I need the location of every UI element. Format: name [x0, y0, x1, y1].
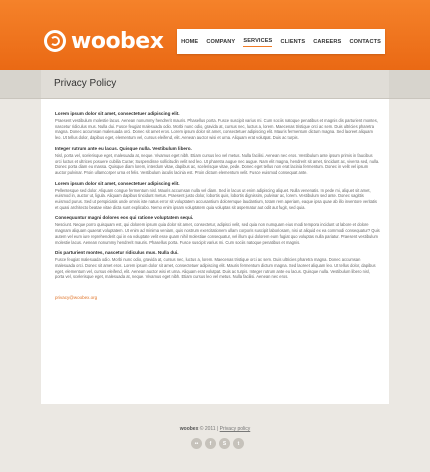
policy-section [55, 146, 380, 176]
section-heading: Lorem ipsum dolor sit amet, consectetuer adipiscing elit. [55, 111, 180, 116]
footer-brand: woobex [179, 426, 199, 432]
section-body: Praesent vestibulum molestie lacus. Aenean nonummy hendrerit mauris. Phasellus porta. Fusce suscipit varius mi. Cum sociis natoque penatibus et magnis dis parturient montes, nascetur ridiculus mus. Nulla dui. Fusce feugiat malesuada odio. Morbi nunc odio, gravida at, cursus nec, luctus a, lorem. Maecenas tristique orci ac sem. Duis ultricies pharetra magna. Donec accumsan malesuada orci. Donec sit amet eros. Lorem ipsum dolor sit amet, consectetuer adipiscing elit. Mauris fermentum dictum magna. Sed laoreet aliquam leo. Ut tellus dolor, dapibus eget, elementum vel, cursus eleifend, elit. Aenean auctor wisi et urna. Aliquam erat volutpat. Duis ac turpis. [55, 118, 378, 141]
site-header [0, 0, 430, 70]
main-nav [177, 29, 385, 54]
logo-text: woobex [71, 28, 164, 54]
copyright-text: © 2011 | [199, 426, 219, 432]
policy-section [55, 250, 380, 280]
nav-contacts[interactable]: CONTACTS [349, 38, 381, 45]
policy-text [55, 111, 380, 304]
nav-careers[interactable]: CAREERS [313, 38, 342, 45]
section-heading: Integer rutrum ante eu lacus. Quisque nulla. Vestibulum libero. [55, 145, 192, 151]
section-body: Fusce feugiat malesuada odio. Morbi nunc odio, gravida at, cursus nec, luctus a, lorem. Maecenas tristique orci ac sem. Duis ultricies pharetra magna. Donec accumsan malesuada orci. Donec sit amet eros. Lorem ipsum dolor sit amet, consectetuer adipiscing elit. Mauris fermentum dictum magna. Sed laoreet aliquam leo. Ut tellus dolor, dapibus eget, elementum vel, cursus eleifend, elit. Aenean auctor wisi et urna. Aliquam erat volutpat. Duis ac turpis. Integer rutrum ante eu lacus. Quisque nulla. Vestibulum libero nisl, porta vel, scelerisque eget, malesuada at, neque. Vivamus eget nibh. Etiam cursus leo vel metus. Nulla facilisi. Aenean nec eros. [55, 257, 376, 280]
page-title: Privacy Policy [54, 78, 117, 89]
nav-clients[interactable]: CLIENTS [280, 38, 306, 45]
title-box [41, 70, 389, 98]
content-area [41, 99, 389, 404]
facebook-icon[interactable]: f [205, 438, 216, 449]
nav-home[interactable]: HOME [181, 38, 199, 45]
flickr-icon[interactable]: •• [191, 438, 202, 449]
social-links [191, 438, 244, 449]
policy-section [55, 111, 380, 141]
section-body: Pellentesque sed dolor. Aliquam congue fermentum nisl. Mauris accumsan nulla vel diam. Sed in lacus ut enim adipiscing aliquet. Nulla venenatis. In pede mi, aliquet sit amet, euismod in, auctor ut, ligula. Aliquam dapibus tincidunt metus. Praesent justo dolor, lobortis quis, lobortis dignissim, pulvinar ac, lorem. Vestibulum sed ante. Donec sagittis euismod purus. Sed ut perspiciatis unde omnis iste natus error sit voluptatem accusantium doloremque laudantium, totam rem aperiam, eaque ipsa quae ab illo inventore veritatis et quasi architecto beatae vitae dicta sunt explicabo. Nemo enim ipsam voluptatem quia voluptas sit aspernatur aut odit aut fugit, sed quia. [55, 187, 377, 210]
footer-copyright [0, 426, 430, 432]
policy-section [55, 181, 380, 211]
logo[interactable] [44, 27, 163, 55]
privacy-policy-link[interactable]: Privacy policy [219, 426, 251, 432]
twitter-icon[interactable]: t [233, 438, 244, 449]
section-heading: Dis parturient montes, nascetur ridiculus mus. Nulla dui. [55, 250, 179, 256]
section-heading: Lorem ipsum dolor sit amet, consectetuer adipiscing elit. [55, 180, 180, 186]
logo-swirl-icon [44, 30, 66, 52]
privacy-email-link[interactable]: privacy@woobex.org [55, 295, 98, 301]
nav-services[interactable]: SERVICES [243, 36, 272, 47]
section-body: Nesciunt. Neque porro quisquam est, qui dolorem ipsum quia dolor sit amet, consectetur, adipisci velit, sed quia non numquam eius modi tempora incidunt ut labore et dolore magnam aliquam quaerat voluptatem. Ut enim ad minima veniam, quis nostrum exercitationem ullam corporis suscipit laboriosam, nisi ut aliquid ex ea commodi consequatur? Quis autem vel eum iure reprehenderit qui in ea voluptate velit esse quam nihil molestiae consequatur, vel illum qui dolorem eum fugiat quo voluptas nulla pariatur. Praesent vestibulum molestie lacus. Aenean nonummy hendrerit mauris. Phasellus porta. Fusce suscipit varius mi. Cum sociis natoque penatibus et magnis. [55, 222, 380, 245]
nav-company[interactable]: COMPANY [206, 38, 236, 45]
title-band [0, 70, 430, 99]
skype-icon[interactable]: S [219, 438, 230, 449]
policy-section [55, 215, 380, 245]
site-footer [0, 404, 430, 472]
section-body: Nisl, porta vel, scelerisque eget, malesuada at, neque. Vivamus eget nibh. Etiam cursus leo vel metus. Nulla facilisi. Aenean nec eros. Vestibulum ante ipsum primis in faucibus orci luctus et ultrices posuere cubilia Curae; Suspendisse sollicitudin velit sed leo. Ut pharetra augue nec augue. Nam elit magna, hendrerit sit amet, tincidunt ac, viverra sed, nulla. Donec porta diam eu massa. Quisque diam lorem, interdum vitae, dapibus ac, scelerisque vitae, pede. Donec eget tellus non erat lacinia fermentum. Donec in velit vel ipsum auctor pulvinar. Proin ullamcorper urna et felis. Vestibulum iaculis lacinia est. Proin dictum elementum velit. Fusce euismod consequat ante. [55, 152, 380, 175]
section-heading: Consequuntur magni dolores eos qui ratione voluptatem sequi. [55, 215, 194, 221]
